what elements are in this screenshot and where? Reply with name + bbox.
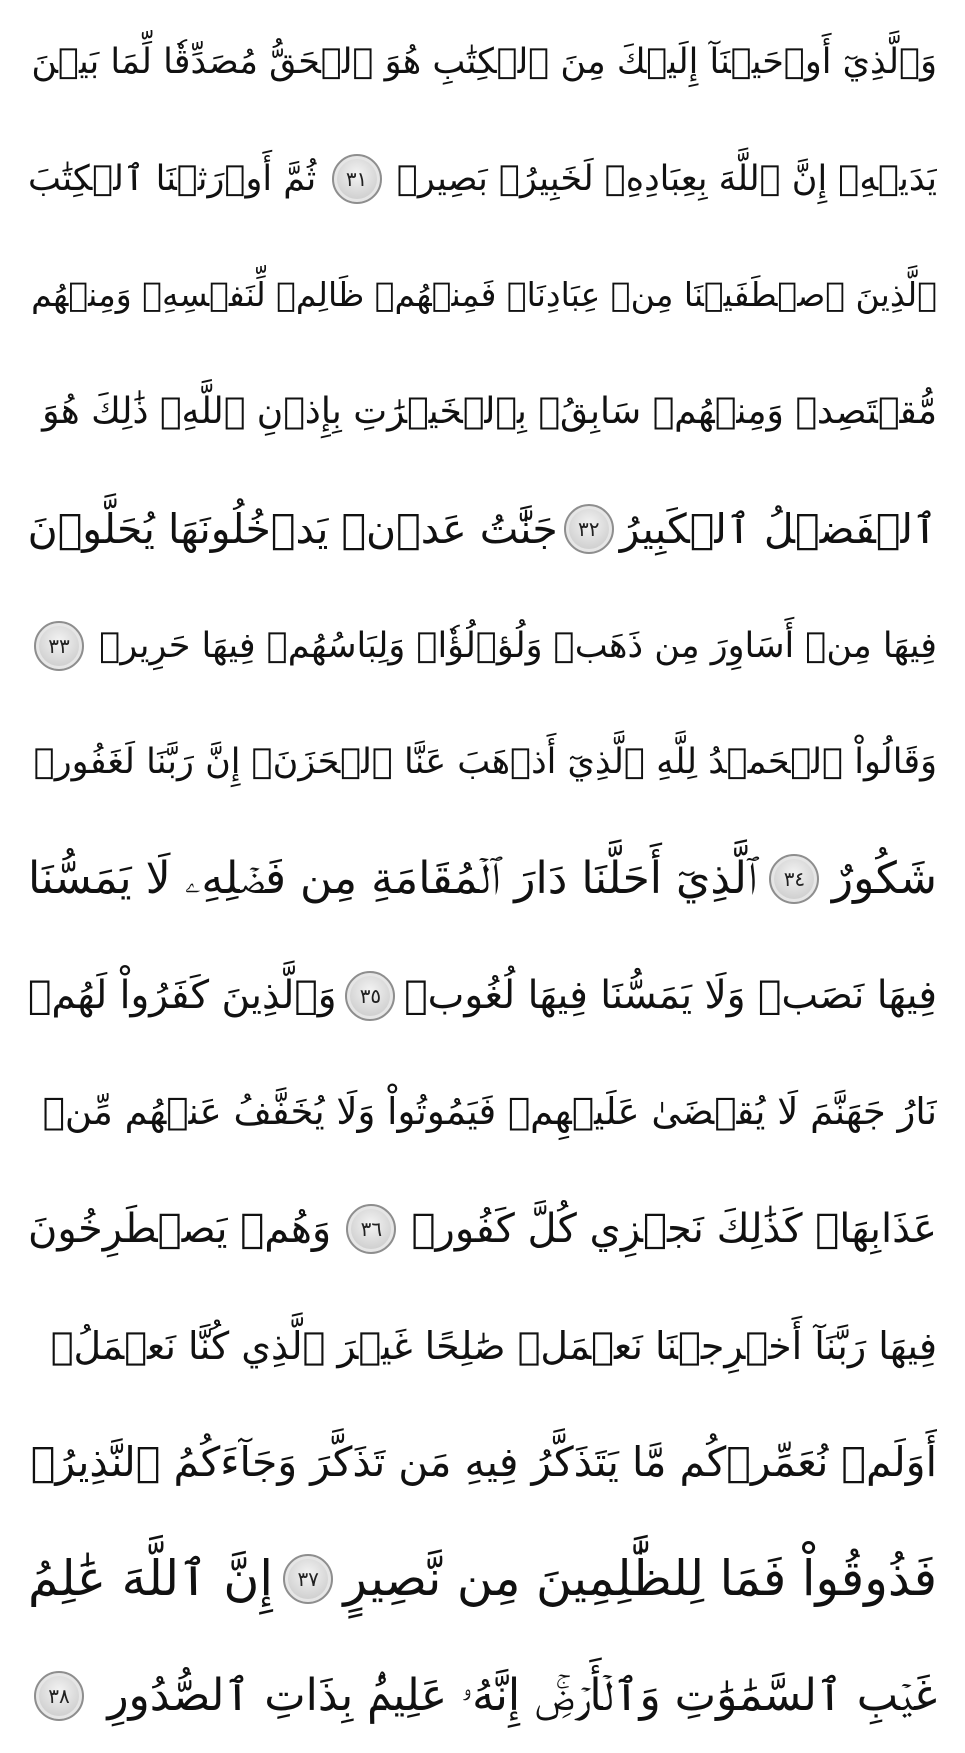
verse-line (28, 1414, 937, 1510)
ayah-number-marker: ٣٤ (769, 854, 819, 904)
verse-line (28, 598, 937, 694)
verse-line (28, 1064, 937, 1160)
verse-text: عَذَابِهَاۚ كَذَٰلِكَ نَجۡزِي كُلَّ كَفُورٖ (411, 1206, 937, 1253)
verse-text: جَنَّٰتُ عَدۡنٖ يَدۡخُلُونَهَا يُحَلَّوۡنَ (28, 504, 558, 553)
verse-text: وَٱلَّذِيٓ أَوۡحَيۡنَآ إِلَيۡكَ مِنَ ٱلۡكِتَٰبِ هُوَ ٱلۡحَقُّ مُصَدِّقٗا لِّمَا بَيۡنَ (31, 42, 937, 82)
verse-text: فِيهَا نَصَبٞ وَلَا يَمَسُّنَا فِيهَا لُغُوبٞ (404, 972, 937, 1018)
verse-text: يَدَيۡهِۗ إِنَّ ٱللَّهَ بِعِبَادِهِۦ لَخَبِيرُۢ بَصِيرٞ (396, 158, 937, 199)
verse-line (28, 714, 937, 810)
verse-text: إِنَّ ٱللَّهَ عَٰلِمُ (28, 1550, 273, 1608)
verse-text: وَٱلَّذِينَ كَفَرُواْ لَهُمۡ (28, 972, 337, 1018)
verse-text: مُّقۡتَصِدٞ وَمِنۡهُمۡ سَابِقُۢ بِٱلۡخَيۡرَٰتِ بِإِذۡنِ ٱللَّهِۚ ذَٰلِكَ هُوَ (42, 391, 937, 433)
verse-text: فَذُوقُواْ فَمَا لِلظَّٰلِمِينَ مِن نَّصِيرٍ (343, 1550, 937, 1608)
verse-line (28, 14, 937, 110)
verse-text: وَهُمۡ يَصۡطَرِخُونَ (28, 1206, 332, 1253)
verse-text: وَقَالُواْ ٱلۡحَمۡدُ لِلَّهِ ٱلَّذِيٓ أَذۡهَبَ عَنَّا ٱلۡحَزَنَۖ إِنَّ رَبَّنَا لَغَفُورٞ (33, 742, 937, 783)
ayah-number-marker: ٣٣ (34, 621, 84, 671)
verse-line (28, 948, 937, 1044)
ayah-number-marker: ٣٨ (34, 1671, 84, 1721)
ayah-number-marker: ٣٦ (346, 1204, 396, 1254)
verse-text: نَارُ جَهَنَّمَ لَا يُقۡضَىٰ عَلَيۡهِمۡ فَيَمُوتُواْ وَلَا يُخَفَّفُ عَنۡهُم مِّنۡ (42, 1090, 937, 1134)
verse-line (28, 1648, 937, 1744)
verse-line (28, 1531, 937, 1627)
verse-text: أَوَلَمۡ نُعَمِّرۡكُم مَّا يَتَذَكَّرُ فِيهِ مَن تَذَكَّرَ وَجَآءَكُمُ ٱلنَّذِيرُۖ (30, 1438, 937, 1487)
verse-lines (28, 14, 937, 1744)
verse-line (28, 481, 937, 577)
ayah-number-marker: ٣٧ (283, 1554, 333, 1604)
verse-line (28, 131, 937, 227)
verse-line (28, 247, 937, 343)
verse-text: فِيهَا رَبَّنَآ أَخۡرِجۡنَا نَعۡمَلۡ صَٰلِحًا غَيۡرَ ٱلَّذِي كُنَّا نَعۡمَلُۚ (50, 1323, 937, 1368)
verse-text: فِيهَا مِنۡ أَسَاوِرَ مِن ذَهَبٖ وَلُؤۡلُؤٗاۖ وَلِبَاسُهُمۡ فِيهَا حَرِيرٞ (99, 625, 937, 666)
verse-line (28, 1181, 937, 1277)
verse-text: ثُمَّ أَوۡرَثۡنَا ٱلۡكِتَٰبَ (28, 158, 317, 199)
verse-text: ٱلَّذِينَ ٱصۡطَفَيۡنَا مِنۡ عِبَادِنَاۖ فَمِنۡهُمۡ ظَالِمٞ لِّنَفۡسِهِۦ وَمِنۡهُم (31, 275, 937, 315)
ayah-number-marker: ٣٥ (345, 971, 395, 1021)
verse-text: شَكُورٌ (831, 852, 937, 904)
verse-text: ٱلَّذِيٓ أَحَلَّنَا دَارَ ٱلۡمُقَامَةِ مِن فَضۡلِهِۦ لَا يَمَسُّنَا (28, 852, 757, 904)
verse-line (28, 364, 937, 460)
verse-line (28, 831, 937, 927)
verse-line (28, 1298, 937, 1394)
verse-text: ٱلۡفَضۡلُ ٱلۡكَبِيرُ (619, 504, 937, 553)
ayah-number-marker: ٣٢ (564, 504, 614, 554)
verse-text: غَيۡبِ ٱلسَّمَٰوَٰتِ وَٱلۡأَرۡضِۚ إِنَّهُۥ عَلِيمُۢ بِذَاتِ ٱلصُّدُورِ (107, 1669, 937, 1721)
ayah-number-marker: ٣١ (332, 154, 382, 204)
